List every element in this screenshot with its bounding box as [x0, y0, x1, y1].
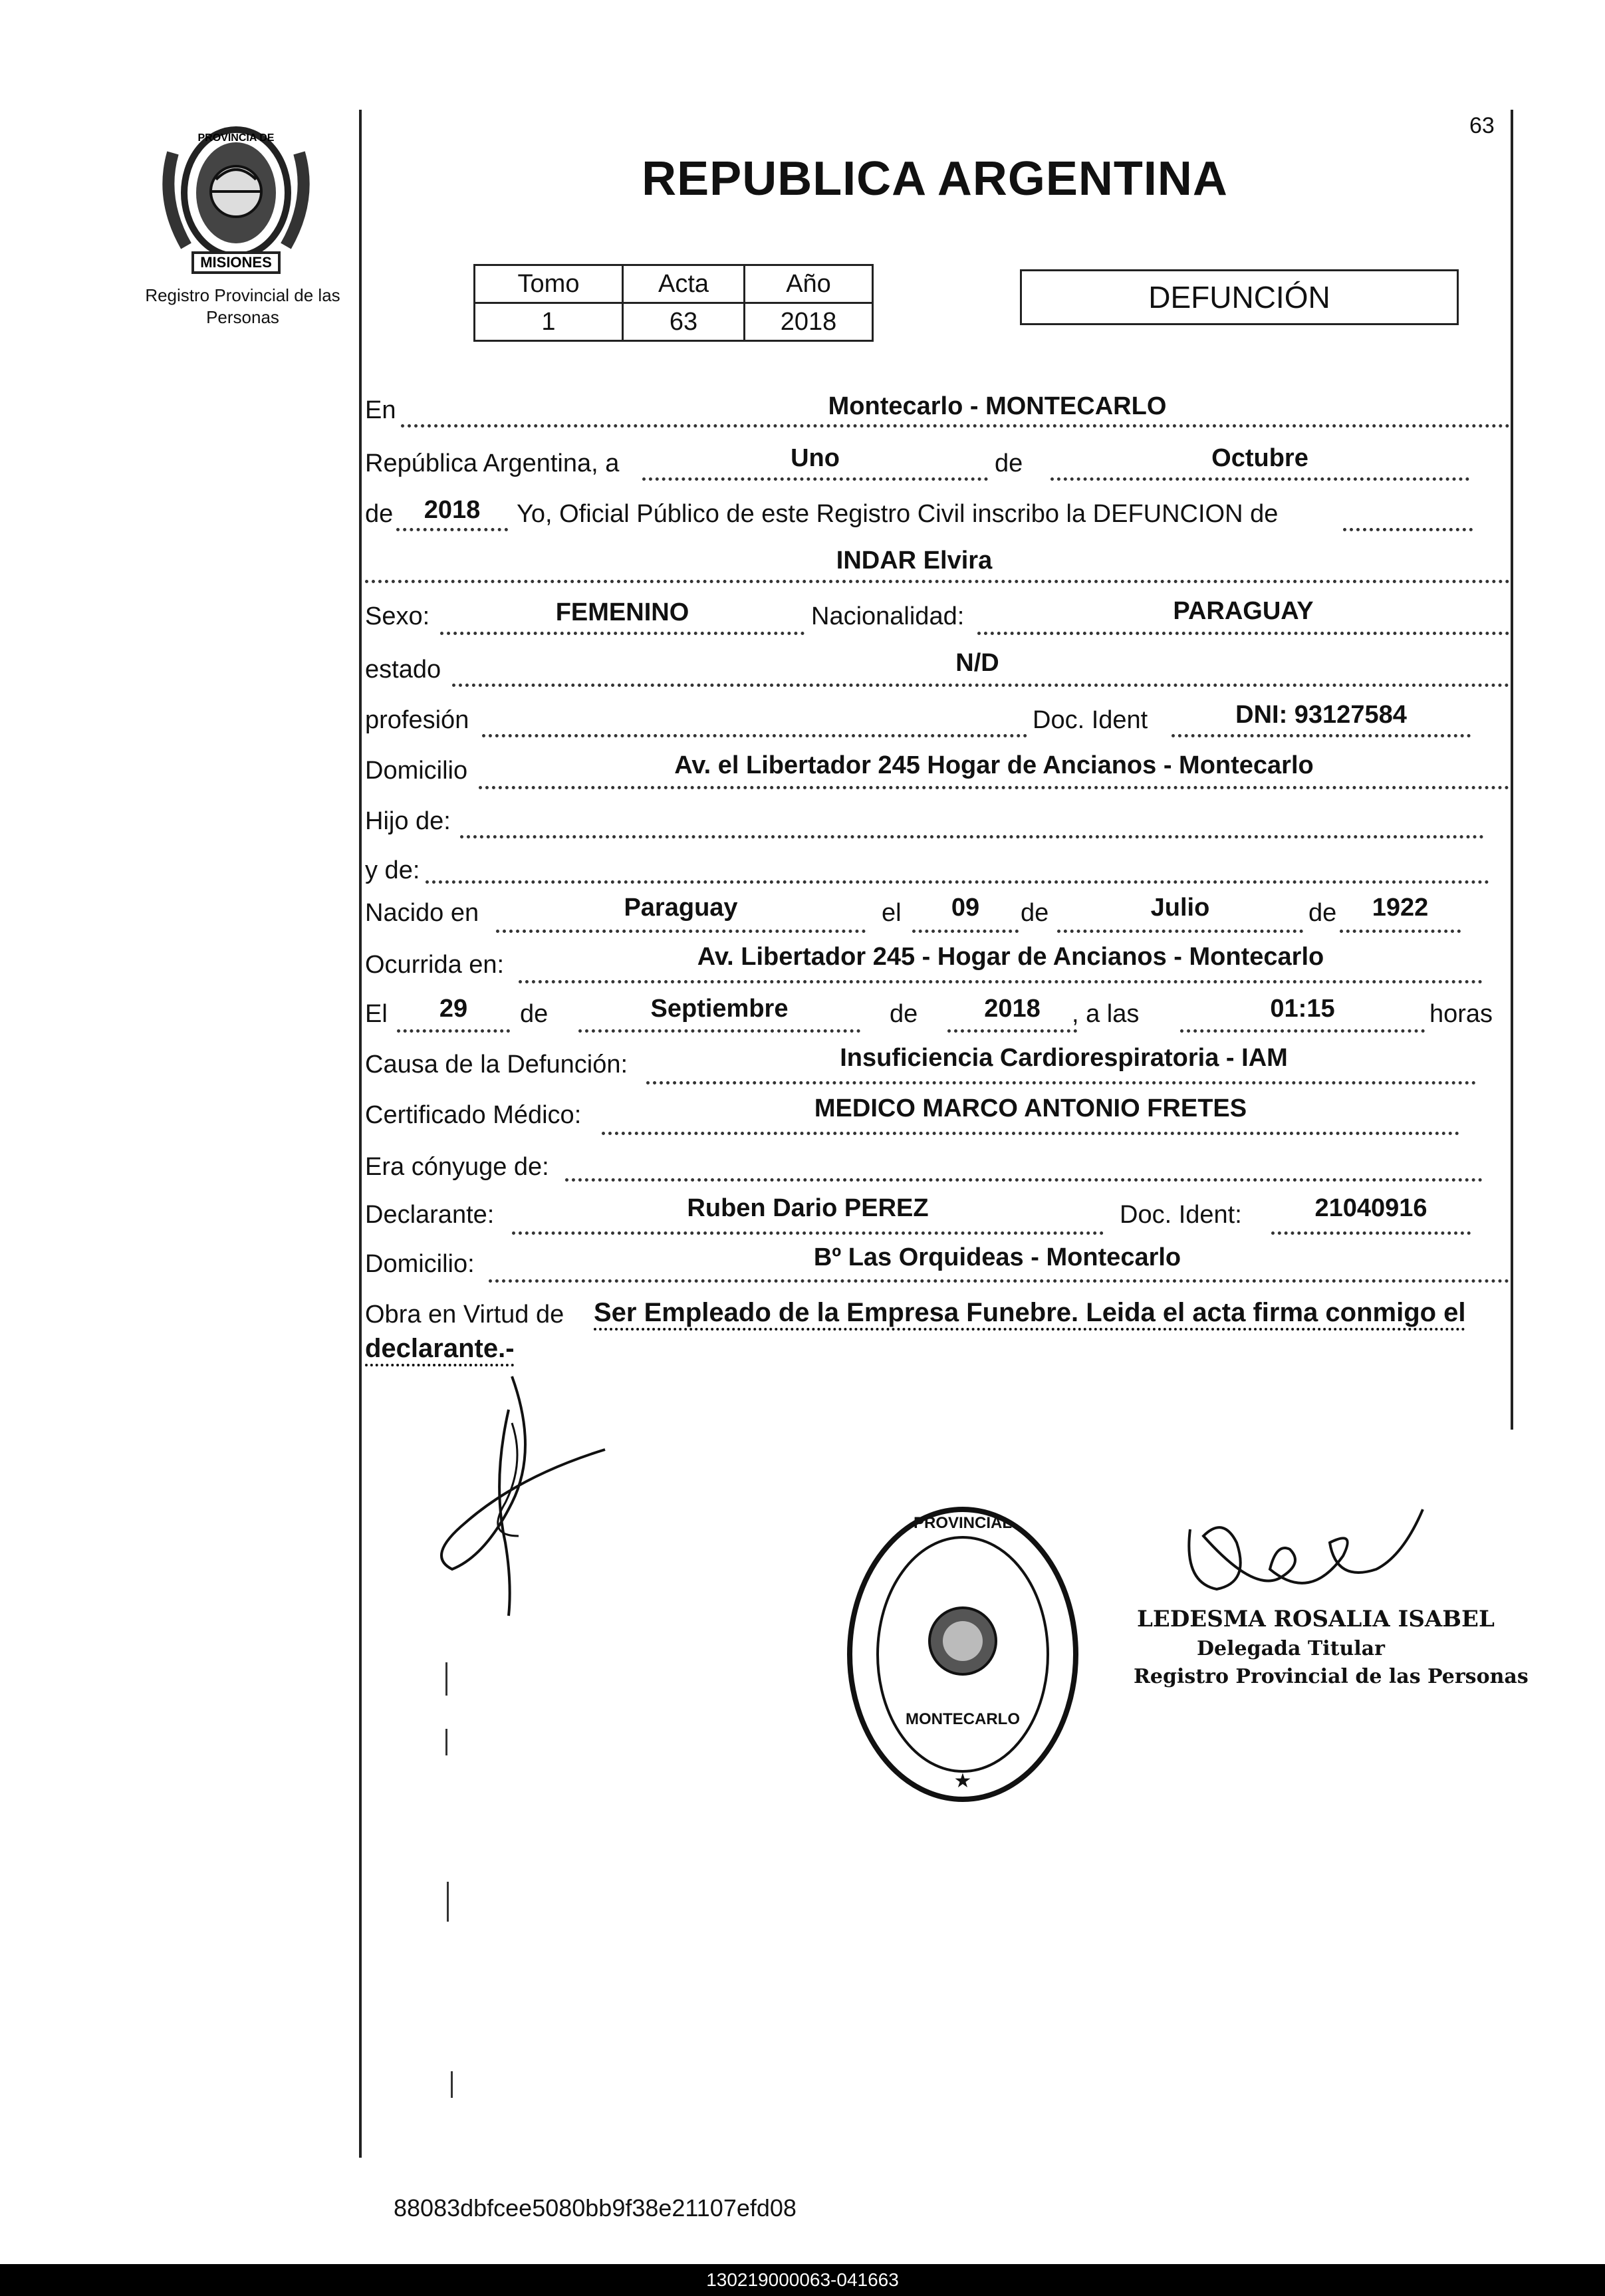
de-label: de: [995, 449, 1023, 477]
alas-label: , a las: [1072, 1000, 1140, 1028]
domicilio-label: Domicilio: [365, 757, 468, 785]
dotted-line: [460, 835, 1484, 838]
republica-label: República Argentina, a: [365, 449, 620, 477]
document-type-box: DEFUNCIÓN: [1020, 269, 1459, 325]
dotted-line: [519, 980, 1483, 983]
official-seal-icon: [843, 1501, 1082, 1807]
causa-value: Insuficiencia Cardiorespiratoria - IAM: [840, 1044, 1288, 1072]
dotted-line: [947, 1029, 1077, 1033]
dotted-line: [977, 632, 1509, 635]
dotted-line: [496, 930, 866, 933]
svg-text:★: ★: [953, 1769, 972, 1793]
profesion-label: profesión: [365, 706, 469, 734]
nacionalidad-label: Nacionalidad:: [811, 602, 965, 630]
ocurrida-label: Ocurrida en:: [365, 951, 505, 979]
dotted-line: [426, 880, 1489, 884]
registry-table: [473, 264, 874, 342]
declarante-value: Ruben Dario PEREZ: [687, 1194, 929, 1222]
de-label: de: [1308, 899, 1337, 927]
yde-label: y de:: [365, 856, 420, 884]
domicilio-value: Av. el Libertador 245 Hogar de Ancianos - Montecarlo: [674, 751, 1314, 779]
svg-text:MISIONES: MISIONES: [200, 254, 272, 271]
de-label: de: [520, 1000, 549, 1028]
causa-label: Causa de la Defunción:: [365, 1051, 628, 1079]
nacido-value: Paraguay: [624, 894, 738, 922]
official-role: Delegada Titular: [1197, 1637, 1385, 1660]
tomo-header: Tomo: [475, 265, 623, 303]
declarant-signature: [412, 1370, 625, 1622]
barcode-footer: 130219000063-041663: [0, 2264, 1605, 2296]
decl-doc-label: Doc. Ident:: [1120, 1201, 1242, 1229]
conyuge-label: Era cónyuge de:: [365, 1153, 549, 1181]
place-value: Montecarlo - MONTECARLO: [828, 392, 1167, 420]
dotted-line: [1180, 1029, 1425, 1033]
ocurrida-value: Av. Libertador 245 - Hogar de Ancianos - Montecarlo: [697, 943, 1324, 971]
estado-value: N/D: [955, 649, 999, 677]
svg-text:PROVINCIA DE: PROVINCIA DE: [197, 132, 275, 144]
dotted-line: [565, 1178, 1483, 1182]
document-hash: 88083dbfcee5080bb9f38e21107efd08: [394, 2194, 797, 2222]
obra-value-2: declarante.-: [365, 1334, 515, 1363]
sexo-value: FEMENINO: [555, 598, 689, 626]
acta-value: 63: [623, 303, 745, 341]
dotted-line: [1271, 1231, 1471, 1235]
dotted-line: [440, 632, 804, 635]
official-organization: Registro Provincial de las Personas: [1134, 1665, 1529, 1688]
right-margin-line: [1511, 110, 1513, 1430]
hijo-label: Hijo de:: [365, 807, 451, 835]
El-label: El: [365, 1000, 388, 1028]
sexo-label: Sexo:: [365, 602, 430, 630]
dotted-line: [489, 1279, 1509, 1283]
birth-month: Julio: [1150, 894, 1210, 922]
dotted-line: [602, 1132, 1459, 1135]
dotted-line: [401, 424, 1510, 428]
de-label: de: [1021, 899, 1049, 927]
estado-label: estado: [365, 656, 441, 684]
decl-doc-value: 21040916: [1314, 1194, 1427, 1222]
day-value: Uno: [791, 444, 840, 472]
tomo-value: 1: [475, 303, 623, 341]
nacido-label: Nacido en: [365, 899, 479, 927]
page-number: 63: [1469, 113, 1495, 138]
dotted-line: [512, 1231, 1104, 1235]
anio-header: Año: [745, 265, 873, 303]
anio-value: 2018: [745, 303, 873, 341]
en-label: En: [365, 396, 396, 424]
dotted-line: [482, 734, 1027, 737]
de-label: de: [890, 1000, 918, 1028]
horas-label: horas: [1429, 1000, 1493, 1028]
official-name: LEDESMA ROSALIA ISABEL: [1137, 1606, 1495, 1632]
death-year: 2018: [984, 995, 1041, 1023]
obra-value: Ser Empleado de la Empresa Funebre. Leida el acta firma conmigo el: [594, 1298, 1466, 1327]
svg-text:MONTECARLO: MONTECARLO: [906, 1710, 1020, 1728]
death-day: 29: [439, 995, 468, 1023]
svg-text:PROVINCIAL: PROVINCIAL: [913, 1514, 1013, 1532]
certificado-value: MEDICO MARCO ANTONIO FRETES: [814, 1094, 1247, 1122]
certificado-label: Certificado Médico:: [365, 1101, 582, 1129]
dotted-line: [1340, 930, 1461, 933]
declarante-label: Declarante:: [365, 1201, 495, 1229]
dotted-line: [396, 528, 508, 531]
decl-domicilio-label: Domicilio:: [365, 1250, 475, 1278]
dotted-line: [1172, 734, 1471, 737]
birth-year: 1922: [1372, 894, 1429, 922]
dotted-line: [365, 580, 1510, 583]
scan-mark: [445, 1729, 447, 1755]
deceased-name: INDAR Elvira: [836, 547, 993, 574]
dotted-line: [912, 930, 1019, 933]
official-signature: [1177, 1503, 1443, 1609]
inscribo-text: Yo, Oficial Público de este Registro Civil inscribo la DEFUNCION de: [517, 500, 1279, 528]
registry-name: Registro Provincial de las Personas: [145, 285, 340, 327]
scan-mark: [451, 2071, 453, 2098]
dotted-line: [1057, 930, 1303, 933]
dotted-line: [642, 477, 988, 481]
dotted-line: [1050, 477, 1469, 481]
scan-mark: [447, 1882, 449, 1922]
birth-day: 09: [951, 894, 980, 922]
death-month: Septiembre: [650, 995, 789, 1023]
scan-mark: [445, 1662, 447, 1696]
left-margin-line: [359, 110, 362, 2158]
page-title: REPUBLICA ARGENTINA: [642, 152, 1228, 205]
de-label: de: [365, 500, 394, 528]
decl-domicilio-value: Bº Las Orquideas - Montecarlo: [813, 1243, 1181, 1271]
doc-ident-label: Doc. Ident: [1033, 706, 1148, 734]
month-value: Octubre: [1211, 444, 1308, 472]
province-logo-icon: [153, 113, 319, 283]
dotted-line: [646, 1081, 1476, 1084]
doc-ident-value: DNI: 93127584: [1235, 701, 1407, 729]
dotted-line: [578, 1029, 860, 1033]
year-value: 2018: [424, 496, 481, 524]
death-time: 01:15: [1270, 995, 1335, 1023]
dotted-line: [397, 1029, 510, 1033]
dotted-line: [1343, 528, 1473, 531]
el-label: el: [882, 899, 902, 927]
nacionalidad-value: PARAGUAY: [1173, 597, 1314, 625]
dotted-line: [452, 684, 1509, 687]
dotted-line: [479, 786, 1509, 789]
obra-label: Obra en Virtud de: [365, 1301, 564, 1329]
acta-header: Acta: [623, 265, 745, 303]
